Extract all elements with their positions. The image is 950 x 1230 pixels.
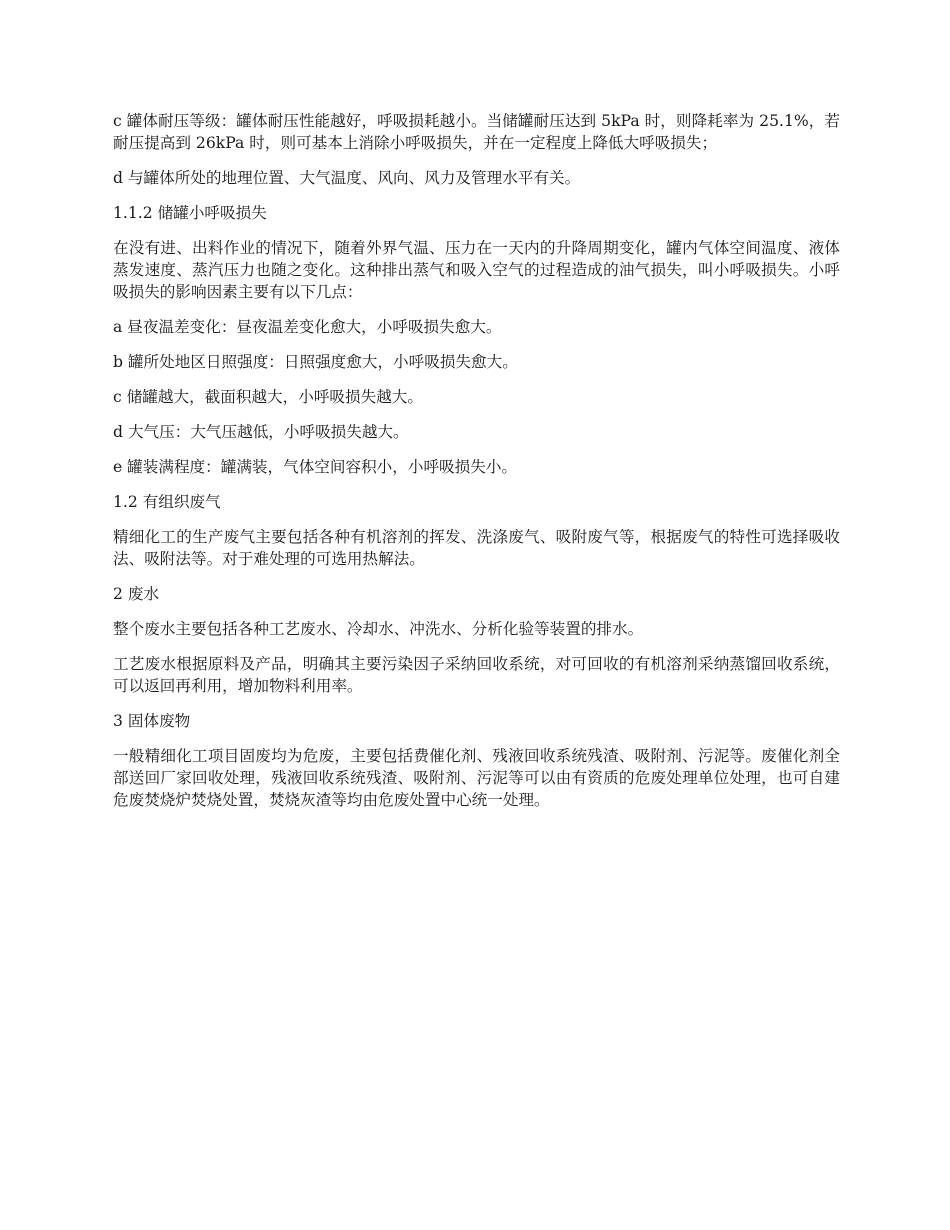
heading-wastewater: 2 废水 bbox=[113, 585, 160, 603]
list-item-air-pressure: d 大气压：大气压越低，小呼吸损失越大。 bbox=[113, 423, 409, 441]
paragraph-location-factors: d 与罐体所处的地理位置、大气温度、风向、风力及管理水平有关。 bbox=[113, 169, 581, 187]
paragraph-organized-exhaust: 精细化工的生产废气主要包括各种有机溶剂的挥发、洗涤废气、吸附废气等，根据废气的特性可选择吸收法、吸附法等。对于难处理的可选用热解法。 bbox=[113, 528, 840, 568]
paragraph-small-breathing-definition: 在没有进、出料作业的情况下，随着外界气温、压力在一天内的升降周期变化，罐内气体空间温度、液体蒸发速度、蒸汽压力也随之变化。这种排出蒸气和吸入空气的过程造成的油气损失，叫小呼吸损失。小呼吸损失的影响因素主要有以下几点： bbox=[113, 239, 840, 301]
paragraph-process-wastewater: 工艺废水根据原料及产品，明确其主要污染因子采纳回收系统，对可回收的有机溶剂采纳蒸馏回收系统，可以返回再利用，增加物料利用率。 bbox=[113, 655, 840, 695]
list-item-tank-size: c 储罐越大，截面积越大，小呼吸损失越大。 bbox=[113, 388, 423, 406]
heading-small-breathing-loss: 1.1.2 储罐小呼吸损失 bbox=[113, 204, 267, 222]
heading-solid-waste: 3 固体废物 bbox=[113, 712, 191, 730]
paragraph-solid-waste: 一般精细化工项目固废均为危废，主要包括费催化剂、残液回收系统残渣、吸附剂、污泥等。废催化剂全部送回厂家回收处理，残液回收系统残渣、吸附剂、污泥等可以由有资质的危废处理单位处理，也可自建危废焚烧炉焚烧处置，焚烧灰渣等均由危废处置中心统一处理。 bbox=[113, 747, 840, 809]
list-item-temperature: a 昼夜温差变化：昼夜温差变化愈大，小呼吸损失愈大。 bbox=[113, 318, 502, 336]
list-item-sunlight: b 罐所处地区日照强度：日照强度愈大，小呼吸损失愈大。 bbox=[113, 353, 518, 371]
heading-organized-exhaust: 1.2 有组织废气 bbox=[113, 493, 221, 511]
list-item-fill-level: e 罐装满程度：罐满装，气体空间容积小，小呼吸损失小。 bbox=[113, 458, 518, 476]
paragraph-tank-pressure: c 罐体耐压等级：罐体耐压性能越好，呼吸损耗越小。当储罐耐压达到 5kPa 时，则降耗率为 25.1%，若耐压提高到 26kPa 时，则可基本上消除小呼吸损失，并在一定程度上降低大呼吸损失； bbox=[113, 112, 840, 152]
paragraph-wastewater-sources: 整个废水主要包括各种工艺废水、冷却水、冲洗水、分析化验等装置的排水。 bbox=[113, 620, 644, 638]
document-page bbox=[113, 110, 840, 824]
